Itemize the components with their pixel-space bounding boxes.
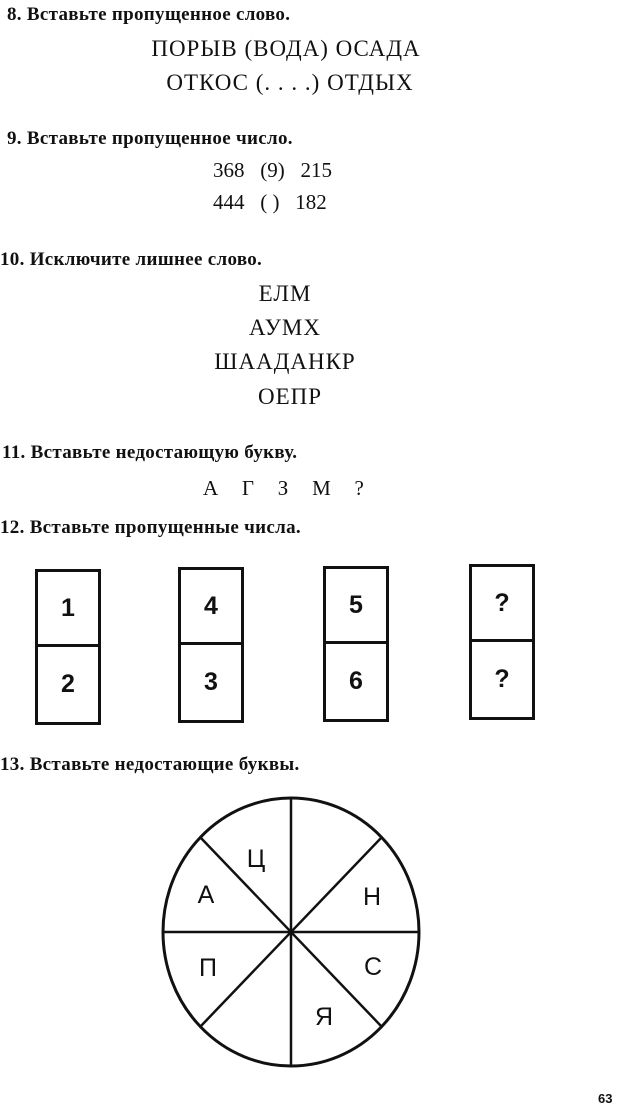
box-4-top: ? <box>472 567 532 642</box>
number-box-3 <box>323 566 389 722</box>
q10-word-4: ОЕПР <box>257 384 323 409</box>
q8-title: 8. Вставьте пропущенное слово. <box>7 4 291 25</box>
box-4-bottom: ? <box>494 665 510 693</box>
q12-title: 12. Вставьте пропущенные числа. <box>0 517 301 538</box>
q8-line-2: ОТКОС (. . . .) ОТДЫХ <box>166 70 414 95</box>
q8-line-1: ПОРЫВ (ВОДА) ОСАДА <box>151 36 421 61</box>
q9-title: 9. Вставьте пропущенное число. <box>7 128 293 149</box>
sector-left-upper: А <box>197 881 215 909</box>
box-1-bottom: 2 <box>61 670 75 698</box>
q10-title: 10. Исключите лишнее слово. <box>0 249 263 270</box>
page-number: 63 <box>598 1091 613 1106</box>
q10-word-1: ЕЛМ <box>258 281 312 306</box>
number-box-2 <box>178 567 244 723</box>
q9-row-2: 444 ( ) 182 <box>213 190 327 214</box>
number-box-4 <box>469 564 535 720</box>
q10-word-2: АУМХ <box>249 315 321 340</box>
sector-top-left: Ц <box>246 845 266 873</box>
sector-bottom-right: Я <box>314 1003 334 1031</box>
box-2-top: 4 <box>181 570 241 645</box>
box-1-top: 1 <box>38 572 98 647</box>
q13-title: 13. Вставьте недостающие буквы. <box>0 754 300 775</box>
number-box-1 <box>35 569 101 725</box>
sector-right-lower: С <box>363 953 383 981</box>
sector-right-upper: Н <box>362 883 382 911</box>
box-3-top: 5 <box>326 569 386 644</box>
letter-wheel <box>160 795 425 1070</box>
box-3-bottom: 6 <box>349 667 363 695</box>
box-2-bottom: 3 <box>204 668 218 696</box>
q11-title: 11. Вставьте недостающую букву. <box>2 442 298 463</box>
sector-left-lower: П <box>199 954 217 982</box>
q11-letters: А Г З М ? <box>203 476 366 500</box>
q9-row-1: 368 (9) 215 <box>213 158 332 182</box>
q10-word-3: ШААДАНКР <box>214 349 356 374</box>
